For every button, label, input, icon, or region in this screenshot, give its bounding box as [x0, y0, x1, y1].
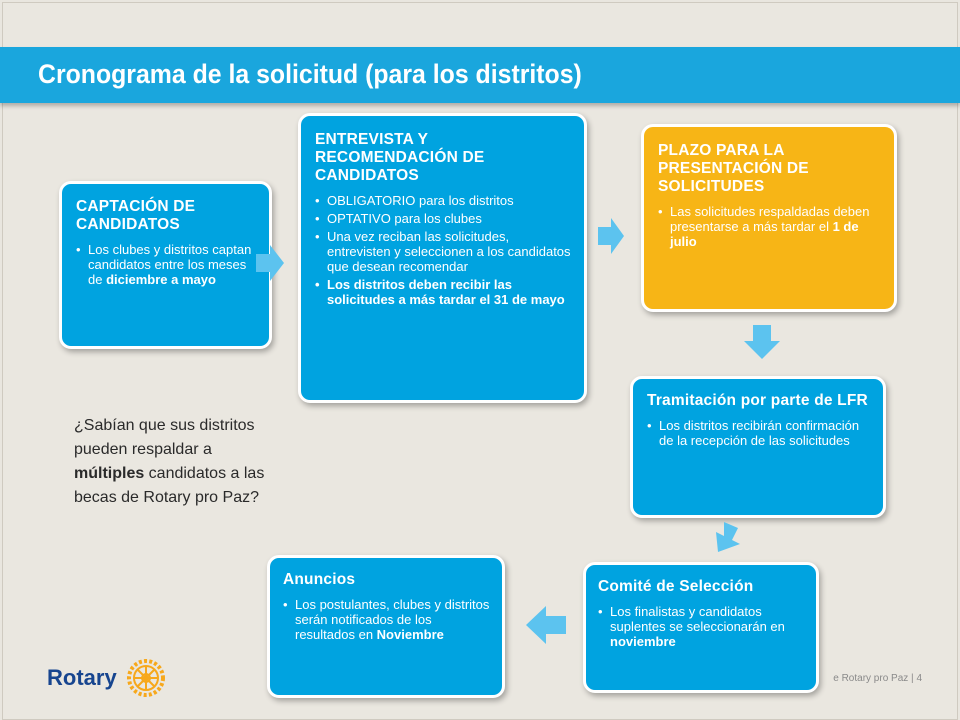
list-item — [76, 242, 259, 287]
bullet-text: Los finalistas y candidatos suplentes se seleccionarán en — [610, 604, 785, 634]
arrow-right-icon — [256, 245, 284, 281]
footer — [833, 673, 922, 684]
question-text — [74, 414, 274, 510]
step-comite-box — [583, 562, 819, 693]
arrow-right-icon — [598, 218, 624, 254]
list-item: • OPTATIVO para los clubes — [315, 211, 574, 226]
arrow-down-icon — [710, 522, 748, 556]
logo-text: Rotary — [47, 665, 117, 690]
step-tramitacion-box — [630, 376, 886, 518]
step-plazo-box — [641, 124, 897, 312]
bullet-text: Los clubes y distritos captan candidatos entre los meses de — [88, 242, 252, 287]
bullet-text: Los postulantes, clubes y distritos serán notificados de los resultados en — [295, 597, 490, 642]
step-entrevista-heading: ENTREVISTA Y RECOMENDACIÓN DE CANDIDATOS — [315, 131, 485, 184]
list-item: • Los distritos deben recibir las solicitudes a más tardar el 31 de mayo — [315, 277, 574, 307]
step-comite-list — [598, 604, 806, 649]
rotary-wheel-icon — [125, 657, 167, 699]
question-after: candidatos a las becas de Rotary pro Paz? — [74, 465, 265, 506]
title-bar — [0, 47, 960, 103]
step-captacion-list — [76, 242, 259, 287]
list-item — [598, 604, 806, 649]
question-bold: múltiples — [74, 465, 145, 482]
list-item — [658, 204, 884, 249]
step-plazo-list — [658, 204, 884, 249]
page-title: Cronograma de la solicitud (para los distritos) — [38, 59, 582, 89]
step-captacion-heading: CAPTACIÓN DE CANDIDATOS — [76, 198, 196, 233]
list-item: • Los distritos recibirán confirmación de la recepción de las solicitudes — [647, 418, 873, 448]
bullet-bold: Noviembre — [376, 627, 444, 642]
step-entrevista-box — [298, 113, 587, 403]
rotary-logo — [47, 658, 167, 698]
bullet-bold: 1 de julio — [670, 219, 859, 249]
step-captacion-box — [59, 181, 272, 349]
step-plazo-heading: PLAZO PARA LA PRESENTACIÓN DE SOLICITUDES — [658, 142, 809, 195]
step-comite-heading: Comité de Selección — [598, 578, 754, 595]
list-item: • Una vez reciban las solicitudes, entrevisten y seleccionen a los candidatos que desean recomendar — [315, 229, 574, 274]
step-tramitacion-list — [647, 418, 873, 448]
step-anuncios-list — [283, 597, 492, 642]
step-anuncios-box — [267, 555, 505, 698]
list-item: • OBLIGATORIO para los distritos — [315, 193, 574, 208]
bullet-bold: noviembre — [610, 634, 676, 649]
arrow-down-icon — [744, 325, 780, 359]
step-anuncios-heading: Anuncios — [283, 571, 356, 588]
step-entrevista-list — [315, 193, 574, 307]
bullet-bold: diciembre a mayo — [106, 272, 216, 287]
bullet-text: Las solicitudes respaldadas deben presentarse a más tardar el — [670, 204, 870, 234]
page-number: 4 — [916, 673, 922, 684]
list-item — [283, 597, 492, 642]
question-before: ¿Sabían que sus distritos pueden respaldar a — [74, 417, 255, 458]
arrow-left-icon — [526, 606, 566, 644]
step-tramitacion-heading: Tramitación por parte de LFR — [647, 392, 868, 409]
footer-text: e Rotary pro Paz | — [833, 673, 914, 684]
